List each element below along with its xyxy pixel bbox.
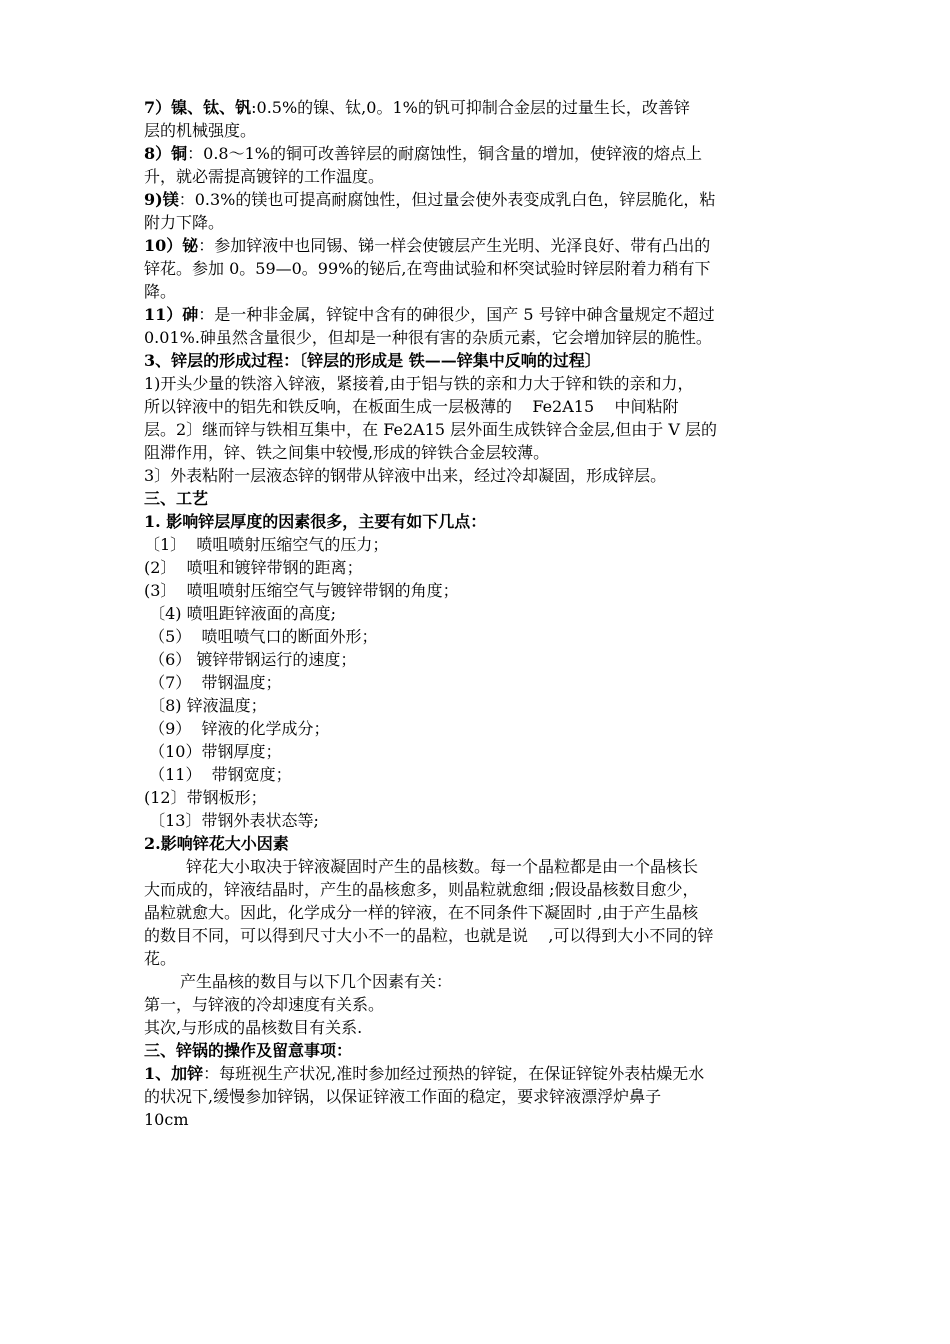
document-line <box>144 211 814 234</box>
line-text: :0.5%的镍、钛,0。1%的钒可抑制合金层的过量生长，改善锌 <box>251 98 690 117</box>
line-text: 升，就必需提高镀锌的工作温度。 <box>144 167 385 186</box>
line-text: （10）带钢厚度； <box>144 742 282 761</box>
document-page <box>144 96 814 1131</box>
line-text: ：0.3%的镁也可提高耐腐蚀性，但过量会使外表变成乳白色，锌层脆化，粘 <box>178 190 716 209</box>
line-text: 锌花大小取决于锌液凝固时产生的晶核数。每一个晶粒都是由一个晶核长 <box>186 857 699 876</box>
line-text: （6） 镀锌带钢运行的速度； <box>144 650 357 669</box>
document-line <box>144 234 814 257</box>
bold-label: 10）铋 <box>144 236 199 255</box>
line-text: （5） 喷咀喷气口的断面外形； <box>144 627 378 646</box>
document-line <box>144 326 814 349</box>
line-text: ：0.8～1%的铜可改善锌层的耐腐蚀性，铜含量的增加，使锌液的熔点上 <box>187 144 702 163</box>
line-text: （7） 带钢温度； <box>144 673 282 692</box>
document-line <box>144 96 814 119</box>
document-line <box>144 671 814 694</box>
document-line <box>144 395 814 418</box>
document-line <box>144 648 814 671</box>
document-line <box>144 1062 814 1085</box>
bold-label: 2.影响锌花大小因素 <box>144 834 289 853</box>
line-text: 其次,与形成的晶核数目有关系. <box>144 1018 363 1037</box>
line-text: 0.01%.砷虽然含量很少，但却是一种很有害的杂质元素，它会增加锌层的脆性。 <box>144 328 712 347</box>
bold-label: 3、锌层的形成过程：〔锌层的形成是 铁——锌集中反响的过程〕 <box>144 351 601 370</box>
document-line <box>144 349 814 372</box>
bold-label: 11）砷 <box>144 305 199 324</box>
line-text: （9） 锌液的化学成分； <box>144 719 330 738</box>
line-text: (12〕带钢板形； <box>144 788 267 807</box>
line-text: 第一，与锌液的冷却速度有关系。 <box>144 995 385 1014</box>
document-line <box>144 786 814 809</box>
line-text: 〔4) 喷咀距锌液面的高度; <box>144 604 336 623</box>
document-line <box>144 717 814 740</box>
line-text: ：每班视生产状况,准时参加经过预热的锌锭，在保证锌锭外表枯燥无水 <box>203 1064 705 1083</box>
document-line <box>144 579 814 602</box>
line-text: 产生晶核的数目与以下几个因素有关： <box>180 972 453 991</box>
document-line <box>144 1085 814 1108</box>
document-line <box>144 165 814 188</box>
document-line <box>144 372 814 395</box>
line-text: 的数目不同，可以得到尺寸大小不一的晶粒，也就是说 ,可以得到大小不同的锌 <box>144 926 714 945</box>
bold-label: 1. 影响锌层厚度的因素很多，主要有如下几点： <box>144 512 487 531</box>
document-line <box>144 740 814 763</box>
document-line <box>144 924 814 947</box>
line-text: ：参加锌液中也同锡、锑一样会使镀层产生光明、光泽良好、带有凸出的 <box>198 236 711 255</box>
bold-label: 三、工艺 <box>144 489 209 508</box>
line-text: (3〕 喷咀喷射压缩空气与镀锌带钢的角度； <box>144 581 459 600</box>
document-line <box>144 993 814 1016</box>
document-line <box>144 441 814 464</box>
bold-label: 三、锌锅的操作及留意事项： <box>144 1041 353 1060</box>
line-text: 层。2〕继而锌与铁相互集中，在 Fe2A15 层外面生成铁锌合金层,但由于 V 层的 <box>144 420 717 439</box>
document-line <box>144 694 814 717</box>
document-line <box>144 257 814 280</box>
bold-label: 1、加锌 <box>144 1064 204 1083</box>
document-line <box>144 602 814 625</box>
line-text: 层的机械强度。 <box>144 121 257 140</box>
line-text: 大而成的，锌液结晶时，产生的晶核愈多，则晶粒就愈细 ;假设晶核数目愈少， <box>144 880 699 899</box>
line-text: （11） 带钢宽度； <box>144 765 292 784</box>
line-text: 所以锌液中的铝先和铁反响，在板面生成一层极薄的 Fe2A15 中间粘附 <box>144 397 679 416</box>
line-text: 阻滞作用，锌、铁之间集中较慢,形成的锌铁合金层较薄。 <box>144 443 550 462</box>
line-text: 〔13〕带钢外表状态等; <box>144 811 319 830</box>
document-line <box>144 1039 814 1062</box>
line-text: 锌花。参加 0。59—0。99%的铋后,在弯曲试验和杯突试验时锌层附着力稍有下 <box>144 259 711 278</box>
line-text: 晶粒就愈大。因此，化学成分一样的锌液，在不同条件下凝固时 ,由于产生晶核 <box>144 903 699 922</box>
bold-label: 7）镍、钛、钒 <box>144 98 252 117</box>
line-text: 1)开头少量的铁溶入锌液，紧接着,由于铝与铁的亲和力大于锌和铁的亲和力， <box>144 374 694 393</box>
document-line <box>144 625 814 648</box>
document-line <box>144 303 814 326</box>
line-text: ：是一种非金属，锌锭中含有的砷很少，国产 5 号锌中砷含量规定不超过 <box>198 305 715 324</box>
document-line <box>144 1108 814 1131</box>
line-text: (2〕 喷咀和镀锌带钢的距离； <box>144 558 363 577</box>
document-line <box>144 464 814 487</box>
document-line <box>144 487 814 510</box>
line-text: 〔8) 锌液温度； <box>144 696 267 715</box>
document-line <box>144 947 814 970</box>
bold-label: 9)镁 <box>144 190 179 209</box>
line-text: 〔1〕 喷咀喷射压缩空气的压力； <box>144 535 389 554</box>
line-text: 3〕外表粘附一层液态锌的钢带从锌液中出来，经过冷却凝固，形成锌层。 <box>144 466 667 485</box>
document-line <box>144 280 814 303</box>
document-line <box>144 418 814 441</box>
document-line <box>144 510 814 533</box>
document-line <box>144 763 814 786</box>
document-line <box>144 901 814 924</box>
bold-label: 8）铜 <box>144 144 188 163</box>
line-text: 的状况下,缓慢参加锌锅，以保证锌液工作面的稳定，要求锌液漂浮炉鼻子 <box>144 1087 662 1106</box>
document-line <box>144 970 814 993</box>
document-line <box>144 809 814 832</box>
document-line <box>144 855 814 878</box>
document-line <box>144 556 814 579</box>
line-text: 花。 <box>144 949 177 968</box>
document-line <box>144 142 814 165</box>
document-line <box>144 878 814 901</box>
document-line <box>144 119 814 142</box>
document-line <box>144 832 814 855</box>
line-text: 10cm <box>144 1110 189 1129</box>
document-line <box>144 533 814 556</box>
document-line <box>144 1016 814 1039</box>
line-text: 降。 <box>144 282 177 301</box>
document-line <box>144 188 814 211</box>
line-text: 附力下降。 <box>144 213 225 232</box>
